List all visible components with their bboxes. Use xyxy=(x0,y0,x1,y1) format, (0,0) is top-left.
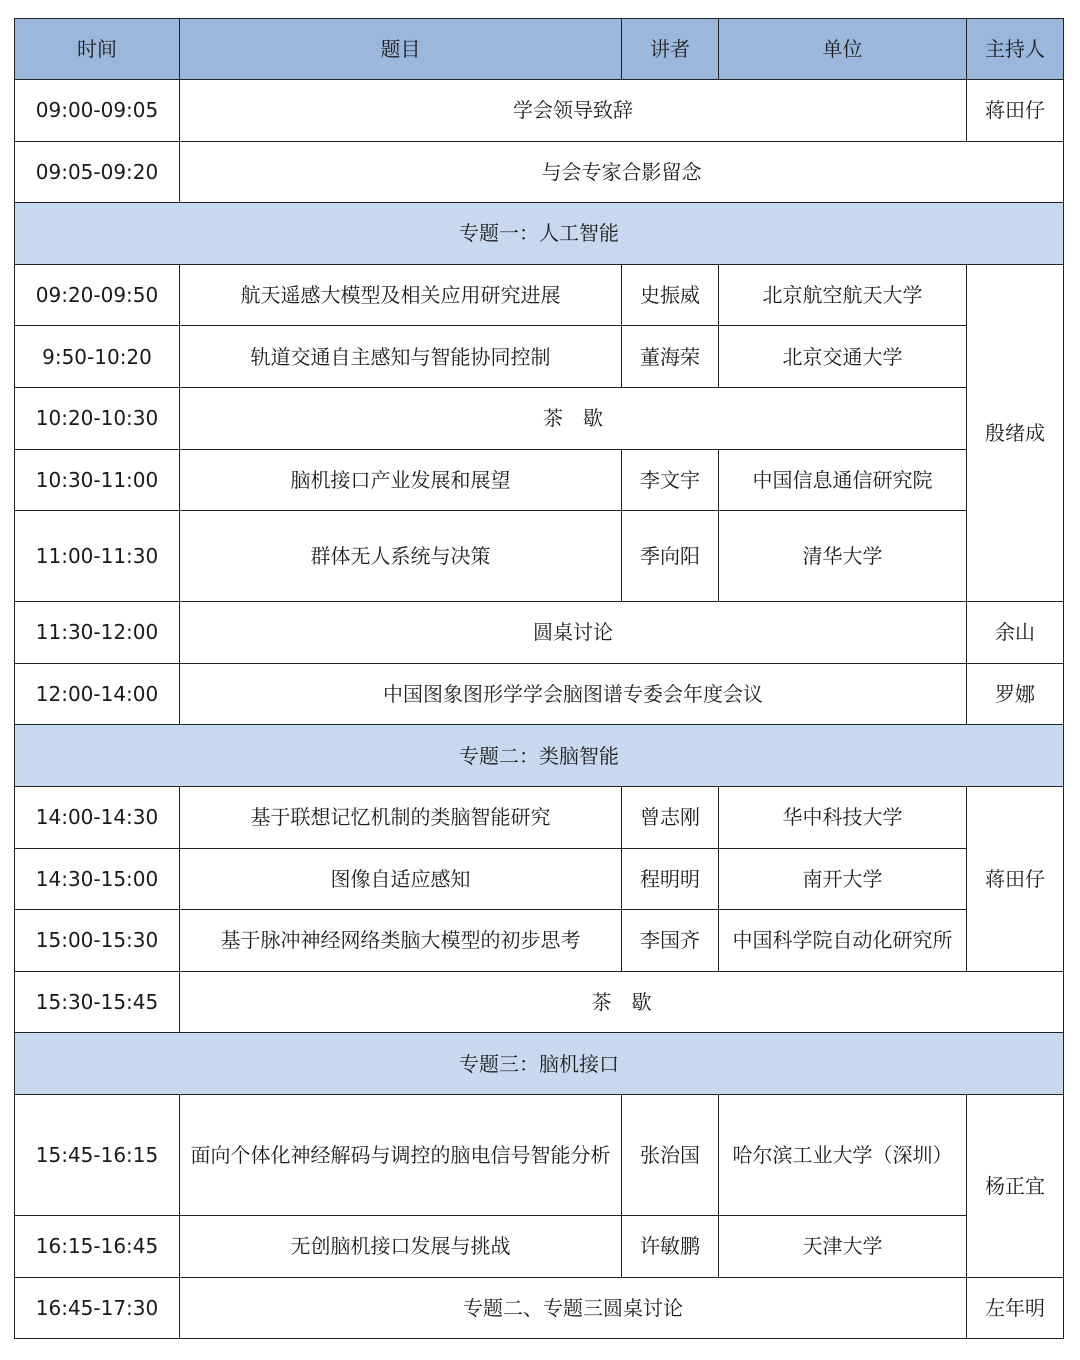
table-row xyxy=(15,1215,1064,1277)
topic-cell: 面向个体化神经解码与调控的脑电信号智能分析 xyxy=(180,1094,622,1215)
time-cell: 16:15-16:45 xyxy=(15,1215,180,1277)
table-row xyxy=(15,602,1064,664)
table-row xyxy=(15,80,1064,142)
speaker-cell: 程明明 xyxy=(622,848,719,910)
speaker-cell: 季向阳 xyxy=(622,511,719,602)
header-speaker: 讲者 xyxy=(622,19,719,80)
topic-cell: 基于联想记忆机制的类脑智能研究 xyxy=(180,786,622,848)
unit-cell: 南开大学 xyxy=(719,848,967,910)
schedule-table xyxy=(14,18,1064,1339)
table-row xyxy=(15,971,1064,1033)
host-cell: 蒋田仔 xyxy=(967,80,1064,142)
time-cell: 10:20-10:30 xyxy=(15,387,180,449)
topic-cell: 航天遥感大模型及相关应用研究进展 xyxy=(180,264,622,326)
topic-cell: 脑机接口产业发展和展望 xyxy=(180,449,622,511)
table-row xyxy=(15,663,1064,725)
time-cell: 10:30-11:00 xyxy=(15,449,180,511)
section-row xyxy=(15,725,1064,787)
section-title: 专题一：人工智能 xyxy=(15,203,1064,265)
unit-cell: 北京交通大学 xyxy=(719,326,967,388)
section-row xyxy=(15,203,1064,265)
time-cell: 9:50-10:20 xyxy=(15,326,180,388)
time-cell: 14:30-15:00 xyxy=(15,848,180,910)
time-cell: 16:45-17:30 xyxy=(15,1277,180,1339)
time-cell: 11:00-11:30 xyxy=(15,511,180,602)
time-cell: 14:00-14:30 xyxy=(15,786,180,848)
header-topic: 题目 xyxy=(180,19,622,80)
table-row xyxy=(15,141,1064,203)
speaker-cell: 曾志刚 xyxy=(622,786,719,848)
unit-cell: 中国信息通信研究院 xyxy=(719,449,967,511)
header-host: 主持人 xyxy=(967,19,1064,80)
host-cell: 余山 xyxy=(967,602,1064,664)
host-cell: 蒋田仔 xyxy=(967,786,1064,971)
table-row xyxy=(15,910,1064,972)
topic-cell: 学会领导致辞 xyxy=(180,80,967,142)
host-cell: 杨正宜 xyxy=(967,1094,1064,1277)
speaker-cell: 李文宇 xyxy=(622,449,719,511)
time-cell: 15:30-15:45 xyxy=(15,971,180,1033)
table-row xyxy=(15,387,1064,449)
topic-cell: 圆桌讨论 xyxy=(180,602,967,664)
time-cell: 11:30-12:00 xyxy=(15,602,180,664)
time-cell: 12:00-14:00 xyxy=(15,663,180,725)
unit-cell: 哈尔滨工业大学（深圳） xyxy=(719,1094,967,1215)
table-row xyxy=(15,1094,1064,1215)
topic-cell: 无创脑机接口发展与挑战 xyxy=(180,1215,622,1277)
topic-cell: 专题二、专题三圆桌讨论 xyxy=(180,1277,967,1339)
table-row xyxy=(15,511,1064,602)
unit-cell: 中国科学院自动化研究所 xyxy=(719,910,967,972)
topic-cell: 茶 歇 xyxy=(180,387,967,449)
topic-cell: 与会专家合影留念 xyxy=(180,141,1064,203)
unit-cell: 天津大学 xyxy=(719,1215,967,1277)
unit-cell: 清华大学 xyxy=(719,511,967,602)
unit-cell: 华中科技大学 xyxy=(719,786,967,848)
host-cell: 罗娜 xyxy=(967,663,1064,725)
table-row xyxy=(15,326,1064,388)
speaker-cell: 许敏鹏 xyxy=(622,1215,719,1277)
section-title: 专题二：类脑智能 xyxy=(15,725,1064,787)
time-cell: 15:00-15:30 xyxy=(15,910,180,972)
speaker-cell: 董海荣 xyxy=(622,326,719,388)
speaker-cell: 史振威 xyxy=(622,264,719,326)
header-time: 时间 xyxy=(15,19,180,80)
topic-cell: 群体无人系统与决策 xyxy=(180,511,622,602)
table-row xyxy=(15,264,1064,326)
topic-cell: 茶 歇 xyxy=(180,971,1064,1033)
time-cell: 09:00-09:05 xyxy=(15,80,180,142)
table-row xyxy=(15,1277,1064,1339)
header-unit: 单位 xyxy=(719,19,967,80)
table-row xyxy=(15,848,1064,910)
time-cell: 09:05-09:20 xyxy=(15,141,180,203)
table-row xyxy=(15,449,1064,511)
time-cell: 15:45-16:15 xyxy=(15,1094,180,1215)
table-row xyxy=(15,786,1064,848)
speaker-cell: 张治国 xyxy=(622,1094,719,1215)
header-row xyxy=(15,19,1064,80)
speaker-cell: 李国齐 xyxy=(622,910,719,972)
topic-cell: 轨道交通自主感知与智能协同控制 xyxy=(180,326,622,388)
topic-cell: 中国图象图形学学会脑图谱专委会年度会议 xyxy=(180,663,967,725)
section-title: 专题三：脑机接口 xyxy=(15,1033,1064,1095)
topic-cell: 基于脉冲神经网络类脑大模型的初步思考 xyxy=(180,910,622,972)
topic-cell: 图像自适应感知 xyxy=(180,848,622,910)
time-cell: 09:20-09:50 xyxy=(15,264,180,326)
host-cell: 殷绪成 xyxy=(967,264,1064,601)
host-cell: 左年明 xyxy=(967,1277,1064,1339)
unit-cell: 北京航空航天大学 xyxy=(719,264,967,326)
section-row xyxy=(15,1033,1064,1095)
